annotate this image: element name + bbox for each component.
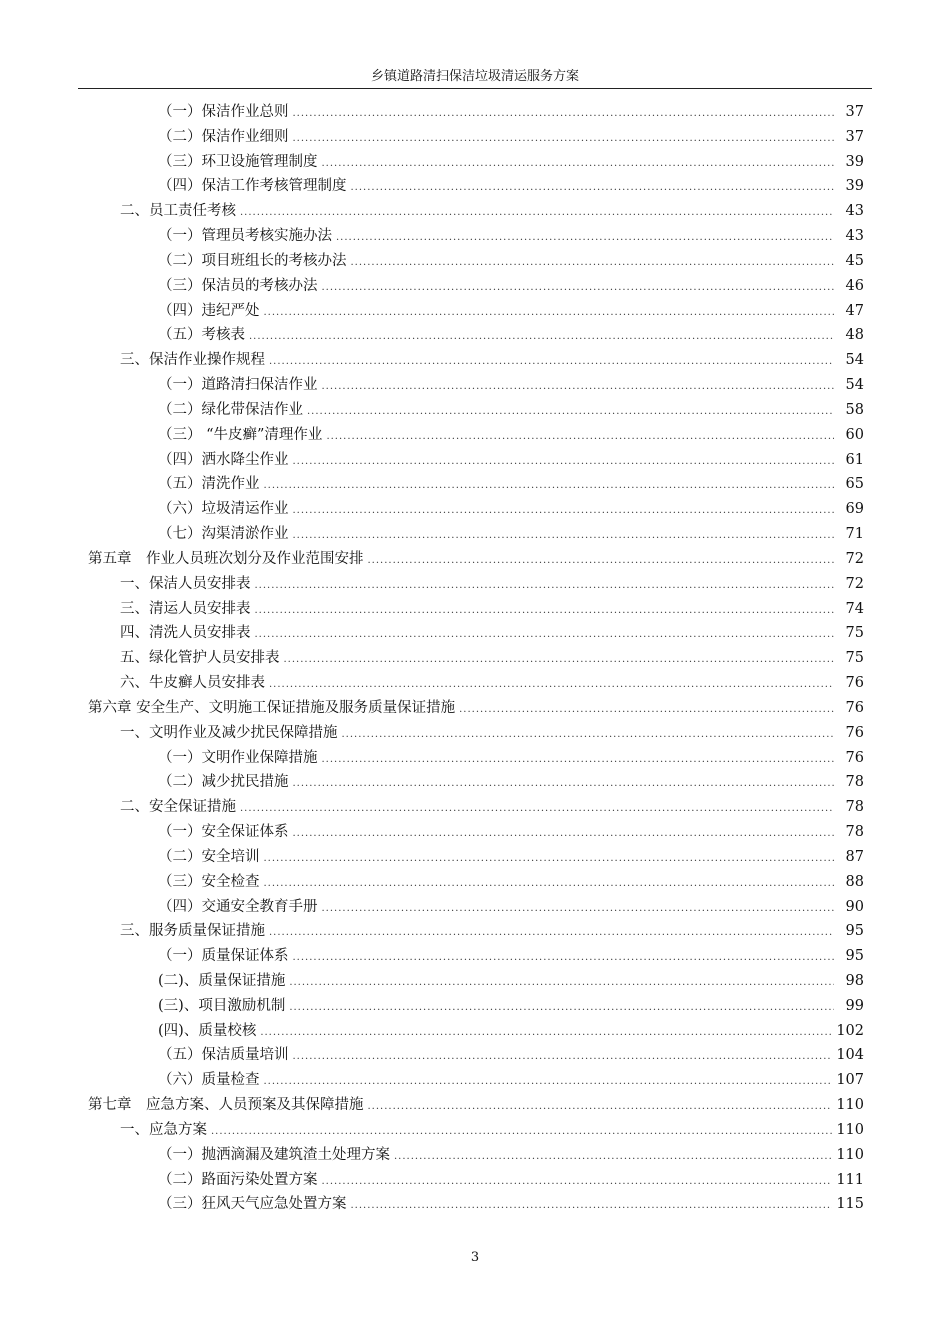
toc-entry-title: (四)、质量校核 — [158, 1022, 257, 1039]
toc-leader-dots — [394, 1145, 832, 1170]
toc-entry-title: （二）路面污染处置方案 — [158, 1171, 318, 1188]
toc-entry[interactable] — [88, 497, 864, 522]
toc-entry-page: 72 — [845, 575, 864, 592]
toc-entry-page: 37 — [845, 104, 864, 120]
toc-entry[interactable] — [88, 373, 864, 398]
toc-entry[interactable] — [88, 919, 864, 944]
toc-entry[interactable] — [88, 522, 864, 547]
toc-entry-title: 二、员工责任考核 — [120, 203, 236, 220]
toc-entry[interactable] — [88, 820, 864, 845]
toc-entry-title: （四）交通安全教育手册 — [158, 898, 318, 915]
toc-leader-dots — [264, 474, 835, 499]
toc-entry-page: 99 — [845, 997, 864, 1014]
toc-entry-title: （一）保洁作业总则 — [158, 104, 289, 120]
toc-leader-dots — [322, 276, 835, 301]
toc-entry[interactable] — [88, 423, 864, 448]
toc-entry[interactable] — [88, 1043, 864, 1068]
toc-entry-title: 三、保洁作业操作规程 — [120, 352, 265, 369]
toc-entry-title: (三)、项目激励机制 — [158, 997, 286, 1014]
toc-entry[interactable] — [88, 1093, 864, 1118]
toc-entry-title: 六、牛皮癣人员安排表 — [120, 675, 265, 692]
toc-entry-title: （五）保洁质量培训 — [158, 1047, 289, 1064]
toc-entry-page: 43 — [845, 203, 864, 220]
toc-entry[interactable] — [88, 795, 864, 820]
toc-leader-dots — [264, 1070, 833, 1095]
toc-entry-title: （二）绿化带保洁作业 — [158, 401, 303, 418]
toc-entry[interactable] — [88, 299, 864, 324]
toc-entry[interactable] — [88, 1168, 864, 1193]
toc-entry[interactable] — [88, 572, 864, 597]
toc-entry[interactable] — [88, 125, 864, 150]
toc-leader-dots — [307, 400, 834, 425]
toc-leader-dots — [293, 822, 835, 847]
toc-entry-page: 110 — [836, 1097, 864, 1114]
toc-leader-dots — [293, 772, 835, 797]
toc-entry-title: 第五章 作业人员班次划分及作业范围安排 — [88, 550, 364, 567]
toc-entry[interactable] — [88, 770, 864, 795]
toc-entry-title: （七）沟渠清淤作业 — [158, 526, 289, 543]
toc-entry-page: 78 — [845, 824, 864, 841]
toc-entry[interactable] — [88, 1118, 864, 1143]
toc-entry-page: 76 — [845, 675, 864, 692]
toc-entry-page: 46 — [845, 277, 864, 294]
toc-entry-title: （一）文明作业保障措施 — [158, 749, 318, 766]
toc-entry[interactable] — [88, 969, 864, 994]
toc-leader-dots — [284, 648, 835, 673]
toc-entry-page: 39 — [845, 178, 864, 195]
toc-entry-page: 78 — [845, 774, 864, 791]
toc-entry-title: （三）狂风天气应急处置方案 — [158, 1196, 347, 1213]
toc-entry-title: （五）考核表 — [158, 327, 245, 344]
toc-leader-dots — [351, 1194, 833, 1219]
toc-entry-title: 一、应急方案 — [120, 1121, 207, 1138]
toc-leader-dots — [289, 996, 834, 1021]
toc-entry[interactable] — [88, 845, 864, 870]
toc-entry-title: （六）垃圾清运作业 — [158, 501, 289, 518]
toc-entry[interactable] — [88, 944, 864, 969]
toc-entry-page: 104 — [836, 1047, 864, 1064]
toc-entry-title: （三）安全检查 — [158, 873, 260, 890]
toc-entry-page: 71 — [845, 526, 864, 543]
toc-entry[interactable] — [88, 472, 864, 497]
toc-entry-title: （四）保洁工作考核管理制度 — [158, 178, 347, 195]
toc-leader-dots — [351, 176, 835, 201]
toc-entry-page: 76 — [845, 749, 864, 766]
toc-entry-page: 39 — [845, 153, 864, 170]
toc-entry-title: 一、文明作业及减少扰民保障措施 — [120, 724, 338, 741]
toc-entry-title: 五、绿化管护人员安排表 — [120, 650, 280, 667]
page-number: 3 — [470, 1250, 480, 1265]
toc-leader-dots — [240, 797, 834, 822]
toc-entry-title: （三）保洁员的考核办法 — [158, 277, 318, 294]
toc-entry[interactable] — [88, 597, 864, 622]
toc-entry[interactable] — [88, 671, 864, 696]
toc-entry[interactable] — [88, 323, 864, 348]
toc-entry[interactable] — [88, 994, 864, 1019]
toc-entry[interactable] — [88, 1143, 864, 1168]
toc-entry[interactable] — [88, 448, 864, 473]
toc-entry-page: 95 — [845, 923, 864, 940]
toc-leader-dots — [240, 201, 834, 226]
toc-entry-title: （一）安全保证体系 — [158, 824, 289, 841]
header-divider — [78, 88, 872, 89]
toc-leader-dots — [322, 1170, 833, 1195]
toc-leader-dots — [293, 127, 835, 152]
toc-entry-title: （六）质量检查 — [158, 1072, 260, 1089]
toc-leader-dots — [269, 921, 834, 946]
toc-entry-page: 69 — [845, 501, 864, 518]
toc-leader-dots — [264, 301, 835, 326]
toc-entry-page: 110 — [836, 1146, 864, 1163]
toc-entry-page: 76 — [845, 724, 864, 741]
toc-entry[interactable] — [88, 895, 864, 920]
toc-leader-dots — [269, 350, 834, 375]
toc-entry[interactable] — [88, 870, 864, 895]
toc-entry-title: 一、保洁人员安排表 — [120, 575, 251, 592]
toc-entry-page: 115 — [836, 1196, 864, 1213]
toc-entry-page: 65 — [845, 476, 864, 493]
toc-leader-dots — [351, 251, 835, 276]
toc-leader-dots — [264, 847, 835, 872]
toc-leader-dots — [293, 450, 835, 475]
table-of-contents — [88, 100, 864, 1217]
toc-entry[interactable] — [88, 249, 864, 274]
toc-entry-title: （五）清洗作业 — [158, 476, 260, 493]
toc-entry-title: （三）环卫设施管理制度 — [158, 153, 318, 170]
toc-entry-page: 98 — [845, 972, 864, 989]
toc-entry-page: 90 — [845, 898, 864, 915]
toc-entry-page: 110 — [836, 1121, 864, 1138]
toc-entry-page: 43 — [845, 228, 864, 245]
toc-leader-dots — [368, 549, 835, 574]
toc-leader-dots — [293, 524, 835, 549]
toc-leader-dots — [342, 723, 835, 748]
toc-entry-page: 54 — [845, 377, 864, 394]
toc-entry-page: 61 — [845, 451, 864, 468]
toc-entry-title: （四）违纪严处 — [158, 302, 260, 319]
toc-leader-dots — [293, 102, 835, 127]
toc-leader-dots — [322, 152, 835, 177]
toc-leader-dots — [322, 748, 835, 773]
toc-leader-dots — [249, 325, 834, 350]
toc-leader-dots — [264, 872, 835, 897]
toc-entry[interactable] — [88, 621, 864, 646]
toc-entry-title: （一）管理员考核实施办法 — [158, 228, 332, 245]
toc-entry[interactable] — [88, 274, 864, 299]
toc-entry-title: 第七章 应急方案、人员预案及其保障措施 — [88, 1097, 364, 1114]
toc-leader-dots — [255, 574, 835, 599]
toc-leader-dots — [293, 946, 835, 971]
toc-entry-page: 37 — [845, 128, 864, 145]
toc-entry[interactable] — [88, 746, 864, 771]
toc-entry[interactable] — [88, 1068, 864, 1093]
toc-entry-page: 47 — [845, 302, 864, 319]
toc-leader-dots — [289, 971, 834, 996]
toc-entry-page: 102 — [836, 1022, 864, 1039]
toc-entry-title: （一）道路清扫保洁作业 — [158, 377, 318, 394]
toc-leader-dots — [326, 425, 834, 450]
toc-entry[interactable] — [88, 224, 864, 249]
toc-leader-dots — [293, 499, 835, 524]
toc-entry[interactable] — [88, 696, 864, 721]
toc-entry-page: 75 — [845, 650, 864, 667]
toc-leader-dots — [459, 698, 834, 723]
toc-entry-title: 三、服务质量保证措施 — [120, 923, 265, 940]
toc-entry-page: 87 — [845, 848, 864, 865]
toc-entry[interactable] — [88, 174, 864, 199]
toc-entry-title: （二）项目班组长的考核办法 — [158, 252, 347, 269]
toc-leader-dots — [269, 673, 834, 698]
toc-entry-title: （二）减少扰民措施 — [158, 774, 289, 791]
toc-leader-dots — [260, 1021, 832, 1046]
toc-entry-page: 45 — [845, 252, 864, 269]
toc-entry-page: 76 — [845, 699, 864, 716]
toc-entry-page: 54 — [845, 352, 864, 369]
toc-entry-page: 78 — [845, 799, 864, 816]
toc-entry[interactable] — [88, 348, 864, 373]
toc-entry-page: 58 — [845, 401, 864, 418]
toc-entry-title: （一）质量保证体系 — [158, 948, 289, 965]
toc-entry-page: 95 — [845, 948, 864, 965]
toc-leader-dots — [255, 623, 835, 648]
toc-entry-title: （四）洒水降尘作业 — [158, 451, 289, 468]
toc-entry-title: （三） “牛皮癣”清理作业 — [158, 426, 323, 443]
toc-entry-page: 60 — [845, 426, 864, 443]
toc-entry-title: 二、安全保证措施 — [120, 799, 236, 816]
toc-entry[interactable] — [88, 398, 864, 423]
toc-leader-dots — [211, 1120, 832, 1145]
toc-leader-dots — [368, 1095, 833, 1120]
toc-entry-title: 三、清运人员安排表 — [120, 600, 251, 617]
toc-leader-dots — [336, 226, 834, 251]
toc-entry-title: 第六章 安全生产、文明施工保证措施及服务质量保证措施 — [88, 699, 456, 716]
toc-entry[interactable] — [88, 721, 864, 746]
toc-entry-page: 111 — [836, 1171, 864, 1188]
toc-leader-dots — [322, 897, 835, 922]
toc-entry-page: 48 — [845, 327, 864, 344]
toc-entry[interactable] — [88, 646, 864, 671]
toc-leader-dots — [293, 1045, 833, 1070]
toc-entry[interactable] — [88, 199, 864, 224]
page-header: 乡镇道路清扫保洁垃圾清运服务方案 — [370, 69, 579, 84]
toc-entry-title: （二）保洁作业细则 — [158, 128, 289, 145]
toc-entry[interactable] — [88, 1019, 864, 1044]
toc-entry[interactable] — [88, 100, 864, 125]
toc-entry[interactable] — [88, 547, 864, 572]
toc-entry[interactable] — [88, 150, 864, 175]
toc-entry-page: 74 — [845, 600, 864, 617]
toc-entry-page: 72 — [845, 550, 864, 567]
toc-leader-dots — [322, 375, 835, 400]
toc-entry-title: (二)、质量保证措施 — [158, 972, 286, 989]
toc-entry-title: 四、清洗人员安排表 — [120, 625, 251, 642]
toc-entry-page: 88 — [845, 873, 864, 890]
toc-entry-title: （一）抛洒滴漏及建筑渣土处理方案 — [158, 1146, 390, 1163]
toc-entry-title: （二）安全培训 — [158, 848, 260, 865]
toc-leader-dots — [255, 599, 835, 624]
toc-entry-page: 75 — [845, 625, 864, 642]
toc-entry-page: 107 — [836, 1072, 864, 1089]
toc-entry[interactable] — [88, 1192, 864, 1217]
